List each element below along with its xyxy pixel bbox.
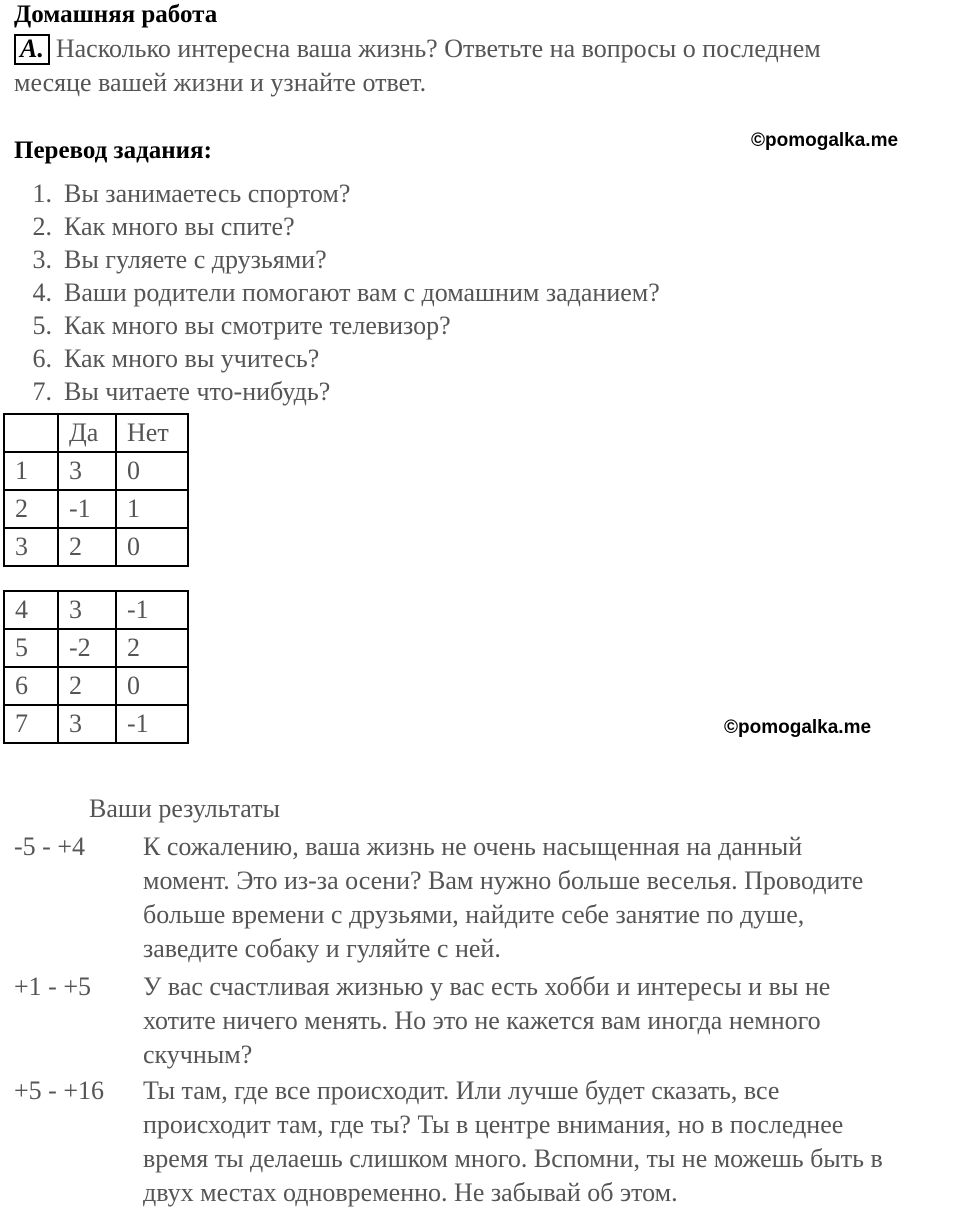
question-item: [14, 375, 660, 408]
table-row: [4, 452, 188, 490]
result-range-mid: +1 - +5: [14, 972, 91, 1001]
result-range-high: +5 - +16: [14, 1076, 104, 1105]
question-number: 1.: [32, 179, 52, 208]
question-item: [14, 342, 660, 375]
question-number: 4.: [32, 278, 52, 307]
result-line: скучным?: [143, 1040, 253, 1069]
question-item: [14, 309, 660, 342]
result-line: происходит там, где ты? Ты в центре внимания, но в последнее: [143, 1110, 844, 1139]
question-number: 6.: [32, 344, 52, 373]
question-item: [14, 210, 660, 243]
task-letter-badge: A.: [14, 34, 50, 65]
questions-list: [14, 177, 660, 408]
question-text: Вы читаете что-нибудь?: [64, 377, 331, 406]
table-cell: 2: [58, 528, 116, 566]
question-text: Вы занимаетесь спортом?: [64, 179, 351, 208]
table-cell: 3: [58, 705, 116, 743]
translation-heading: Перевод задания:: [14, 137, 212, 164]
question-item: [14, 177, 660, 210]
question-number: 2.: [32, 212, 52, 241]
question-text: Как много вы смотрите телевизор?: [64, 311, 451, 340]
table-row: [4, 667, 188, 705]
question-text: Ваши родители помогают вам с домашним заданием?: [64, 278, 660, 307]
question-item: [14, 276, 660, 309]
question-text: Как много вы спите?: [64, 212, 295, 241]
table-cell: 0: [116, 667, 188, 705]
table-header-cell: [4, 414, 58, 452]
question-text: Как много вы учитесь?: [64, 344, 320, 373]
result-line: двух местах одновременно. Не забывай об этом.: [143, 1178, 678, 1207]
table-row: [4, 528, 188, 566]
watermark-middle: ©pomogalka.me: [724, 717, 872, 738]
task-instruction-line-1: [14, 32, 821, 66]
task-text-1: Насколько интересна ваша жизнь? Ответьте на вопросы о последнем: [55, 34, 821, 63]
table-cell: 0: [116, 528, 188, 566]
table-cell: -1: [116, 591, 188, 629]
table-cell: 2: [4, 490, 58, 528]
result-text-high: [143, 1074, 883, 1210]
result-line: момент. Это из-за осени? Вам нужно больше веселья. Проводите: [143, 866, 864, 895]
table-cell: 1: [4, 452, 58, 490]
table-cell: -2: [58, 629, 116, 667]
score-table-part-2: [3, 590, 189, 744]
watermark-top: ©pomogalka.me: [751, 130, 899, 151]
result-line: заведите собаку и гуляйте с ней.: [143, 934, 501, 963]
result-text-low: [143, 830, 863, 966]
table-cell: 3: [4, 528, 58, 566]
table-cell: 2: [58, 667, 116, 705]
table-row: [4, 490, 188, 528]
table-cell: -1: [116, 705, 188, 743]
table-header-no: Нет: [116, 414, 188, 452]
question-number: 5.: [32, 311, 52, 340]
table-cell: 0: [116, 452, 188, 490]
table-header-row: [4, 414, 188, 452]
results-title: Ваши результаты: [89, 794, 280, 823]
score-table-part-1: [3, 413, 189, 567]
table-cell: 5: [4, 629, 58, 667]
table-cell: 3: [58, 591, 116, 629]
result-line: К сожалению, ваша жизнь не очень насыщенная на данный: [143, 832, 803, 861]
table-row: [4, 629, 188, 667]
result-text-mid: [143, 970, 830, 1072]
question-item: [14, 243, 660, 276]
table-cell: 6: [4, 667, 58, 705]
result-line: Ты там, где все происходит. Или лучше будет сказать, все: [143, 1076, 780, 1105]
table-header-yes: Да: [58, 414, 116, 452]
task-instruction-line-2: месяце вашей жизни и узнайте ответ.: [14, 68, 427, 97]
page-title: Домашняя работа: [14, 1, 218, 28]
question-text: Вы гуляете с друзьями?: [64, 245, 327, 274]
table-cell: 1: [116, 490, 188, 528]
table-cell: 3: [58, 452, 116, 490]
result-line: время ты делаешь слишком много. Вспомни, ты не можешь быть в: [143, 1144, 883, 1173]
question-number: 3.: [32, 245, 52, 274]
table-cell: -1: [58, 490, 116, 528]
question-number: 7.: [32, 377, 52, 406]
result-line: больше времени с друзьями, найдите себе занятие по душе,: [143, 900, 805, 929]
table-cell: 2: [116, 629, 188, 667]
result-line: хотите ничего менять. Но это не кажется вам иногда немного: [143, 1006, 821, 1035]
result-range-low: -5 - +4: [14, 832, 85, 861]
table-row: [4, 705, 188, 743]
result-line: У вас счастливая жизнью у вас есть хобби и интересы и вы не: [143, 972, 831, 1001]
table-cell: 7: [4, 705, 58, 743]
table-row: [4, 591, 188, 629]
table-cell: 4: [4, 591, 58, 629]
